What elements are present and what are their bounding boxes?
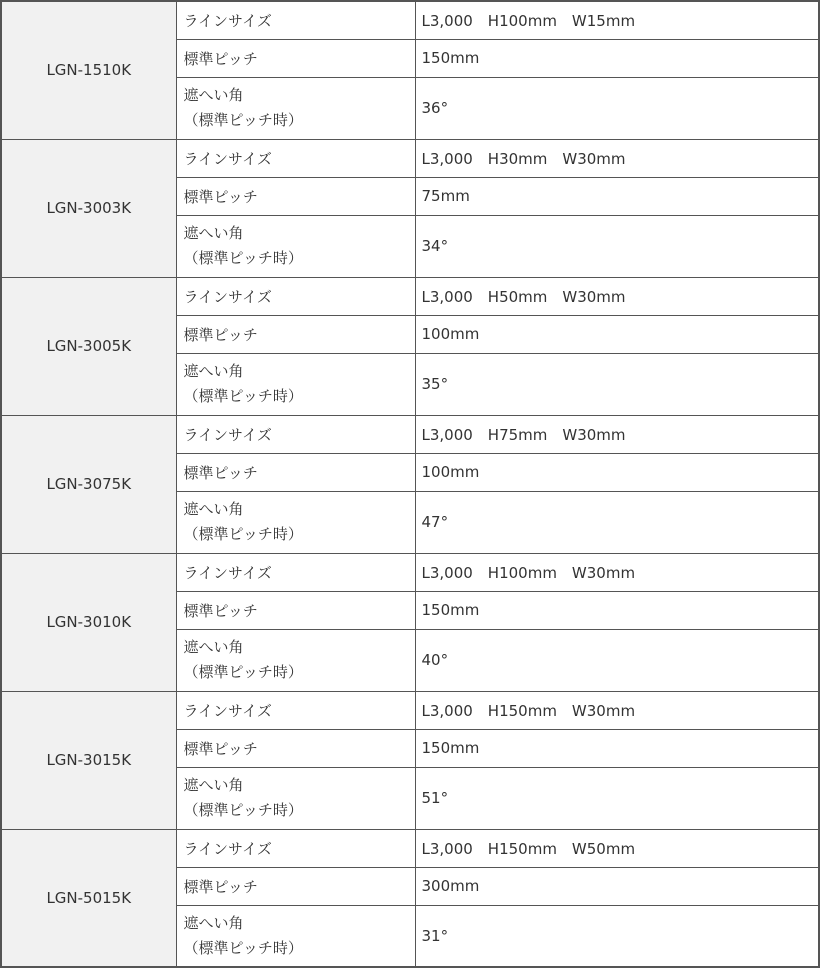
model-cell: LGN-3003K [1,139,176,277]
line-size-label: ラインサイズ [176,277,415,315]
table-row [1,415,819,453]
table-row [1,553,819,591]
spec-table-body [1,1,819,967]
pitch-label: 標準ピッチ [176,591,415,629]
pitch-label: 標準ピッチ [176,39,415,77]
shielding-angle-value: 35° [415,353,819,415]
shielding-angle-label [176,353,415,415]
table-row [1,139,819,177]
line-size-label: ラインサイズ [176,829,415,867]
pitch-value: 100mm [415,453,819,491]
line-size-value: L3,000 H150mm W50mm [415,829,819,867]
shielding-angle-label-line1: 遮へい角 [183,776,244,794]
shielding-angle-label-line1: 遮へい角 [183,913,244,932]
pitch-value: 150mm [415,591,819,629]
model-cell: LGN-3010K [1,553,176,691]
line-size-label: ラインサイズ [176,691,415,729]
shielding-angle-label-line1: 遮へい角 [183,638,244,656]
line-size-label: ラインサイズ [176,1,415,39]
shielding-angle-label-line2: （標準ピッチ時） [183,249,303,267]
pitch-label: 標準ピッチ [176,315,415,353]
shielding-angle-label [176,767,415,829]
line-size-value: L3,000 H75mm W30mm [415,415,819,453]
pitch-label: 標準ピッチ [176,867,415,905]
shielding-angle-label-line2: （標準ピッチ時） [183,111,303,129]
model-cell: LGN-3075K [1,415,176,553]
shielding-angle-value: 47° [415,491,819,553]
shielding-angle-label-line1: 遮へい角 [183,86,244,104]
shielding-angle-value: 36° [415,77,819,139]
shielding-angle-label-line1: 遮へい角 [183,500,244,518]
line-size-value: L3,000 H30mm W30mm [415,139,819,177]
pitch-value: 150mm [415,39,819,77]
model-cell: LGN-3015K [1,691,176,829]
shielding-angle-label [176,491,415,553]
shielding-angle-label [176,215,415,277]
model-cell: LGN-3005K [1,277,176,415]
table-row [1,829,819,867]
pitch-label: 標準ピッチ [176,453,415,491]
shielding-angle-label-line2: （標準ピッチ時） [183,938,303,957]
pitch-value: 300mm [415,867,819,905]
pitch-label: 標準ピッチ [176,729,415,767]
line-size-label: ラインサイズ [176,553,415,591]
pitch-label: 標準ピッチ [176,177,415,215]
table-row [1,277,819,315]
shielding-angle-label-line2: （標準ピッチ時） [183,387,303,405]
shielding-angle-label [176,77,415,139]
line-size-value: L3,000 H100mm W30mm [415,553,819,591]
pitch-value: 150mm [415,729,819,767]
line-size-label: ラインサイズ [176,415,415,453]
table-row [1,1,819,39]
model-cell: LGN-1510K [1,1,176,139]
pitch-value: 100mm [415,315,819,353]
shielding-angle-label-line1: 遮へい角 [183,224,244,242]
shielding-angle-label-line2: （標準ピッチ時） [183,663,303,681]
line-size-value: L3,000 H100mm W15mm [415,1,819,39]
shielding-angle-label-line1: 遮へい角 [183,362,244,380]
shielding-angle-value: 31° [415,905,819,967]
shielding-angle-label [176,905,415,967]
line-size-label: ラインサイズ [176,139,415,177]
line-size-value: L3,000 H50mm W30mm [415,277,819,315]
pitch-value: 75mm [415,177,819,215]
shielding-angle-label [176,629,415,691]
shielding-angle-value: 34° [415,215,819,277]
shielding-angle-label-line2: （標準ピッチ時） [183,801,303,819]
line-size-value: L3,000 H150mm W30mm [415,691,819,729]
shielding-angle-value: 51° [415,767,819,829]
shielding-angle-value: 40° [415,629,819,691]
shielding-angle-label-line2: （標準ピッチ時） [183,525,303,543]
model-cell: LGN-5015K [1,829,176,967]
table-row [1,691,819,729]
